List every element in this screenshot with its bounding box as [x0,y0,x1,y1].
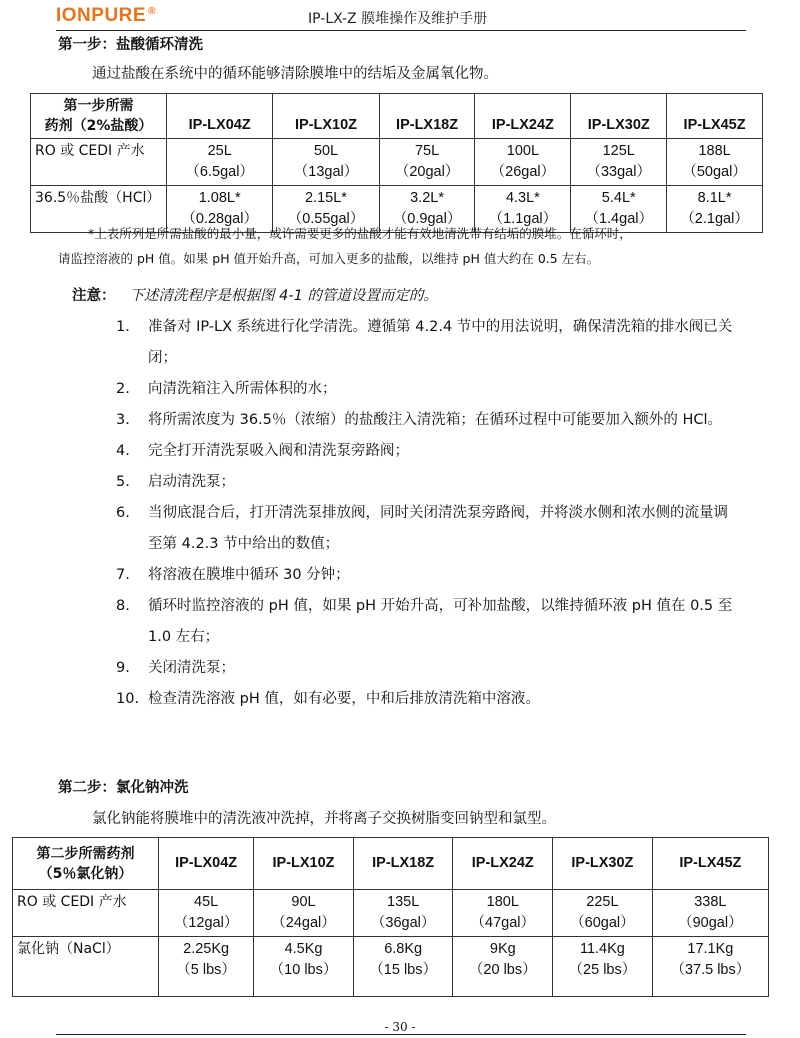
table-cell: 1.08L* （0.28gal） [167,186,273,233]
step1-intro: 通过盐酸在系统中的循环能够清除膜堆中的结垢及金属氧化物。 [92,66,498,82]
model-header: IP-LX18Z [379,94,475,139]
manual-title: IP-LX-Z 膜堆操作及维护手册 [308,11,488,27]
list-item: 2. 向清洗箱注入所需体积的水； [116,381,337,397]
step2-intro: 氯化钠能将膜堆中的清洗液冲洗掉，并将离子交换树脂变回钠型和氯型。 [92,811,556,827]
table-cell: 8.1L* （2.1gal） [667,186,763,233]
table-cell: 2.15L* （0.55gal） [273,186,379,233]
table-cell: 45L （12gal） [159,890,254,937]
table-cell: 4.5Kg （10 lbs） [254,937,354,997]
model-header: IP-LX45Z [652,838,768,890]
model-header: IP-LX04Z [159,838,254,890]
list-item: 7. 将溶液在膜堆中循环 30 分钟； [116,567,350,583]
model-header: IP-LX30Z [571,94,667,139]
table-cell: 125L （33gal） [571,139,667,186]
table-cell: 135L （36gal） [353,890,453,937]
model-header: IP-LX10Z [273,94,379,139]
table-cell: 188L （50gal） [667,139,763,186]
step1-chemical-table [30,93,763,233]
table-cell: 17.1Kg （37.5 lbs） [652,937,768,997]
table-header-row [31,94,763,139]
row-label: RO 或 CEDI 产水 [13,890,159,937]
procedure-list [116,312,736,715]
step1-heading: 第一步：盐酸循环清洗 [58,37,203,53]
list-item: 3. 将所需浓度为 36.5％（浓缩）的盐酸注入清洗箱；在循环过程中可能要加入额外的 HCl。 [116,412,723,428]
step2-chemical-table [12,837,769,997]
table-cell: 25L （6.5gal） [167,139,273,186]
table-cell: 2.25Kg （5 lbs） [159,937,254,997]
table-cell: 9Kg （20 lbs） [453,937,553,997]
step2-heading: 第二步：氯化钠冲洗 [58,780,189,796]
model-header: IP-LX30Z [553,838,653,890]
table-header-row [13,838,769,890]
row-label: RO 或 CEDI 产水 [31,139,167,186]
model-header: IP-LX04Z [167,94,273,139]
list-item: 1. 准备对 IP-LX 系统进行化学清洗。遵循第 4.2.4 节中的用法说明，确保清洗箱的排水阀已关闭； [116,319,733,366]
table-corner-cell: 第一步所需 药剂（2%盐酸） [31,94,167,139]
ionpure-logo: IONPURE ® [56,5,156,26]
model-header: IP-LX24Z [453,838,553,890]
table-row [13,937,769,997]
model-header: IP-LX10Z [254,838,354,890]
footer-rule [56,1034,746,1035]
table-corner-cell: 第二步所需药剂 （5％氯化钠） [13,838,159,890]
table-cell: 11.4Kg （25 lbs） [553,937,653,997]
table-row [13,890,769,937]
list-item: 6. 当彻底混合后，打开清洗泵排放阀，同时关闭清洗泵旁路阀，并将淡水侧和浓水侧的流量调至第 4.2.3 节中给出的数值； [116,505,728,552]
table-cell: 3.2L* （0.9gal） [379,186,475,233]
note-label: 注意： [72,288,116,304]
list-item: 5. 启动清洗泵； [116,474,235,490]
table-cell: 90L （24gal） [254,890,354,937]
list-item: 9. 关闭清洗泵； [116,660,235,676]
table-cell: 50L （13gal） [273,139,379,186]
note-text: 下述清洗程序是根据图 4-1 的管道设置而定的。 [129,288,438,304]
table-cell: 5.4L* （1.4gal） [571,186,667,233]
list-item: 10. 检查清洗溶液 pH 值，如有必要，中和后排放清洗箱中溶液。 [116,691,540,707]
table-cell: 6.8Kg （15 lbs） [353,937,453,997]
page-number: - 30 - [384,1020,416,1034]
model-header: IP-LX18Z [353,838,453,890]
table-cell: 100L （26gal） [475,139,571,186]
table-cell: 4.3L* （1.1gal） [475,186,571,233]
row-label: 氯化钠（NaCl） [13,937,159,997]
list-item: 8. 循环时监控溶液的 pH 值，如果 pH 开始升高，可补加盐酸，以维持循环液 pH 值在 0.5 至 1.0 左右； [116,598,733,645]
row-label: 36.5％盐酸（HCl） [31,186,167,233]
table-row [31,139,763,186]
list-item: 4. 完全打开清洗泵吸入阀和清洗泵旁路阀； [116,443,409,459]
model-header: IP-LX45Z [667,94,763,139]
model-header: IP-LX24Z [475,94,571,139]
page-header [56,4,746,31]
table-footnote: *上表所列是所需盐酸的最小量，或许需要更多的盐酸才能有效地清洗带有结垢的膜堆。在循环时， 请监控溶液的 pH 值。如果 pH 值开始升高，可加入更多的盐酸，以维持 pH 值大约在 0.5 左右。 [58,226,632,266]
table-cell: 225L （60gal） [553,890,653,937]
table-cell: 75L （20gal） [379,139,475,186]
table-cell: 180L （47gal） [453,890,553,937]
table-cell: 338L （90gal） [652,890,768,937]
note [72,284,438,305]
